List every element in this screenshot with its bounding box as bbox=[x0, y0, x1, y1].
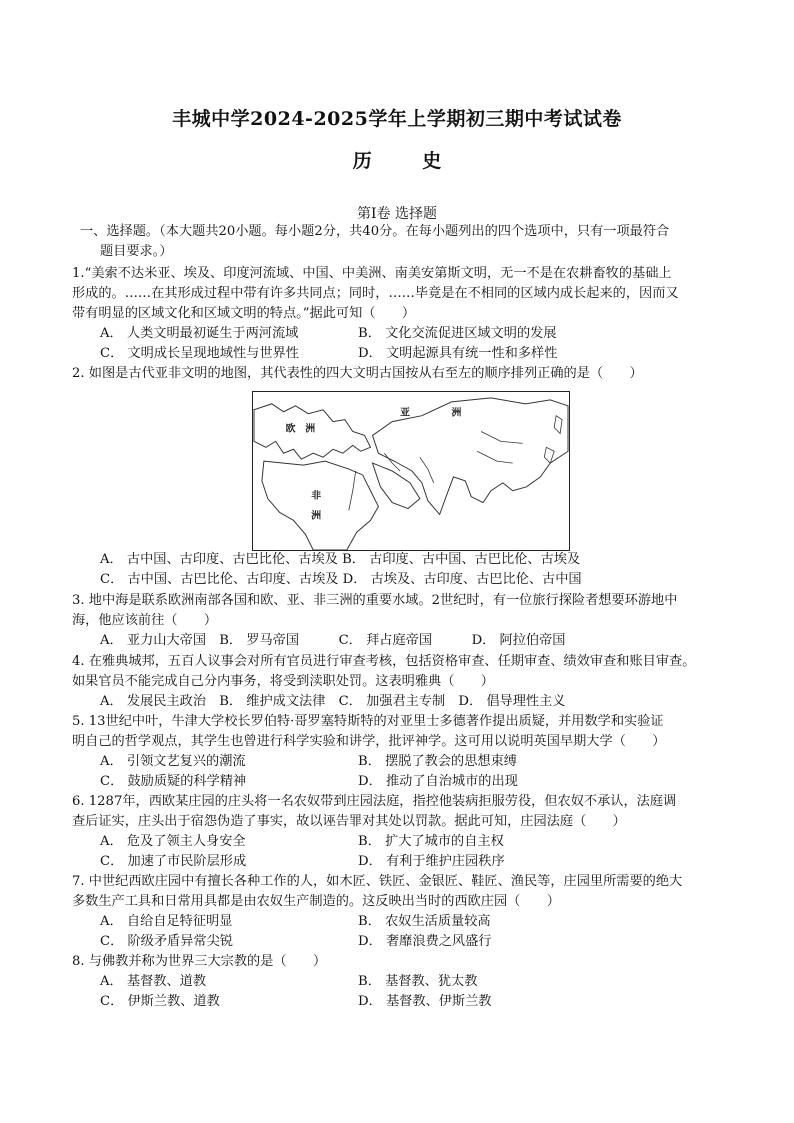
q8-option-a[interactable]: A． 基督教、道教 bbox=[100, 974, 207, 989]
map-drawing bbox=[253, 392, 569, 550]
q1-option-d[interactable]: D． 文明起源具有统一性和多样性 bbox=[358, 346, 558, 361]
q5-stem-1: 5. 13世纪中叶，牛津大学校长罗伯特·哥罗塞特斯特的对亚里士多德著作提出质疑，并用数学和实验证 bbox=[72, 714, 664, 729]
q4-options[interactable]: A． 发展民主政治 B． 维护成文法律 C． 加强君主专制 D． 倡导理性主义 bbox=[100, 694, 566, 709]
instructions-line-1: 一、选择题。（本大题共20小题。每小题2分，共40分。在每小题列出的四个选项中，只有一项最符合 bbox=[80, 224, 670, 239]
q5-option-b[interactable]: B． 摆脱了教会的思想束缚 bbox=[358, 754, 517, 769]
q2-options-ab[interactable]: A． 古中国、古印度、古巴比伦、古埃及 B． 古印度、古中国、古巴比伦、古埃及 bbox=[100, 552, 581, 567]
q7-stem-1: 7. 中世纪西欧庄园中有擅长各种工作的人，如木匠、铁匠、金银匠、鞋匠、渔民等，庄园里所需要的绝大 bbox=[72, 874, 683, 889]
map-label-europe: 欧 洲 bbox=[285, 423, 316, 435]
q1-option-c[interactable]: C． 文明成长呈现地域性与世界性 bbox=[100, 346, 299, 361]
q6-option-d[interactable]: D． 有利于维护庄园秩序 bbox=[358, 854, 505, 869]
map-label-africa-b: 洲 bbox=[311, 510, 322, 522]
q1-stem-2: 形成的。……在其形成过程中带有许多共同点；同时，……毕竟是在不相同的区域内成长起来的，因而又 bbox=[72, 286, 679, 301]
q1-stem-3: 带有明显的区域文化和区域文明的特点。”据此可知（ ） bbox=[72, 306, 416, 321]
map-label-africa-a: 非 bbox=[311, 490, 322, 502]
q6-stem-1: 6. 1287年，西欧某庄园的庄头将一名农奴带到庄园法庭，指控他装病拒服劳役，但农奴不承认，法庭调 bbox=[72, 794, 677, 809]
q2-stem: 2. 如图是古代亚非文明的地图，其代表性的四大文明古国按从右至左的顺序排列正确的是（ ） bbox=[72, 366, 643, 381]
q3-stem-1: 3. 地中海是联系欧洲南部各国和欧、亚、非三洲的重要水域。2世纪时，有一位旅行探险者想要环游地中 bbox=[72, 593, 678, 608]
map-label-asia-b: 洲 bbox=[451, 407, 462, 419]
subject-title: 历 史 bbox=[352, 150, 464, 172]
q3-stem-2: 海，他应该前往（ ） bbox=[72, 613, 218, 628]
q5-option-c[interactable]: C． 鼓励质疑的科学精神 bbox=[100, 774, 247, 789]
q6-option-a[interactable]: A． 危及了领主人身安全 bbox=[100, 834, 246, 849]
q2-options-cd[interactable]: C． 古中国、古巴比伦、古印度、古埃及 D． 古埃及、古印度、古巴比伦、古中国 bbox=[100, 572, 582, 587]
instructions-line-2: 题目要求。） bbox=[100, 244, 173, 259]
q8-option-d[interactable]: D． 基督教、伊斯兰教 bbox=[358, 994, 492, 1009]
exam-title: 丰城中学2024-2025学年上学期初三期中考试试卷 bbox=[172, 108, 622, 130]
map-label-asia-a: 亚 bbox=[400, 407, 410, 419]
q5-option-d[interactable]: D． 推动了自治城市的出现 bbox=[358, 774, 518, 789]
q7-option-c[interactable]: C． 阶级矛盾异常尖锐 bbox=[100, 934, 233, 949]
q8-option-c[interactable]: C． 伊斯兰教、道教 bbox=[100, 994, 220, 1009]
q4-stem-2: 如果官员不能完成自己分内事务，将受到渎职处罚。这表明雅典（ ） bbox=[72, 674, 494, 689]
q6-option-c[interactable]: C． 加速了市民阶层形成 bbox=[100, 854, 247, 869]
q4-stem-1: 4. 在雅典城邦，五百人议事会对所有官员进行审查考核，包括资格审查、任期审查、绩效审查和账目审查。 bbox=[72, 654, 696, 669]
q5-option-a[interactable]: A． 引领文艺复兴的潮流 bbox=[100, 754, 246, 769]
q1-stem-1: 1.“美索不达米亚、埃及、印度河流域、中国、中美洲、南美安第斯文明，无一不是在农耕畜牧的基础上 bbox=[72, 266, 672, 281]
q1-option-a[interactable]: A． 人类文明最初诞生于两河流域 bbox=[100, 326, 299, 341]
ancient-civilizations-map bbox=[252, 391, 570, 551]
q6-stem-2: 查后证实，庄头出于宿怨伪造了事实，故以诬告罪对其处以罚款。据此可知，庄园法庭（ ） bbox=[72, 814, 626, 829]
q3-options[interactable]: A． 亚力山大帝国 B． 罗马帝国 C． 拜占庭帝国 D． 阿拉伯帝国 bbox=[100, 633, 566, 648]
q7-option-a[interactable]: A． 自给自足特征明显 bbox=[100, 914, 233, 929]
q8-option-b[interactable]: B． 基督教、犹太教 bbox=[358, 974, 478, 989]
q7-option-b[interactable]: B． 农奴生活质量较高 bbox=[358, 914, 491, 929]
q8-stem: 8. 与佛教并称为世界三大宗教的是（ ） bbox=[72, 954, 327, 969]
q7-option-d[interactable]: D． 奢靡浪费之风盛行 bbox=[358, 934, 492, 949]
q1-option-b[interactable]: B． 文化交流促进区域文明的发展 bbox=[358, 326, 557, 341]
section-title: 第Ⅰ卷 选择题 bbox=[357, 206, 437, 222]
q7-stem-2: 多数生产工具和日常用具都是由农奴生产制造的。这反映出当时的西欧庄园（ ） bbox=[72, 894, 560, 909]
q5-stem-2: 明自己的哲学观点，其学生也曾进行科学实验和讲学，批评神学。这可用以说明英国早期大学（ ） bbox=[72, 734, 666, 749]
q6-option-b[interactable]: B． 扩大了城市的自主权 bbox=[358, 834, 504, 849]
